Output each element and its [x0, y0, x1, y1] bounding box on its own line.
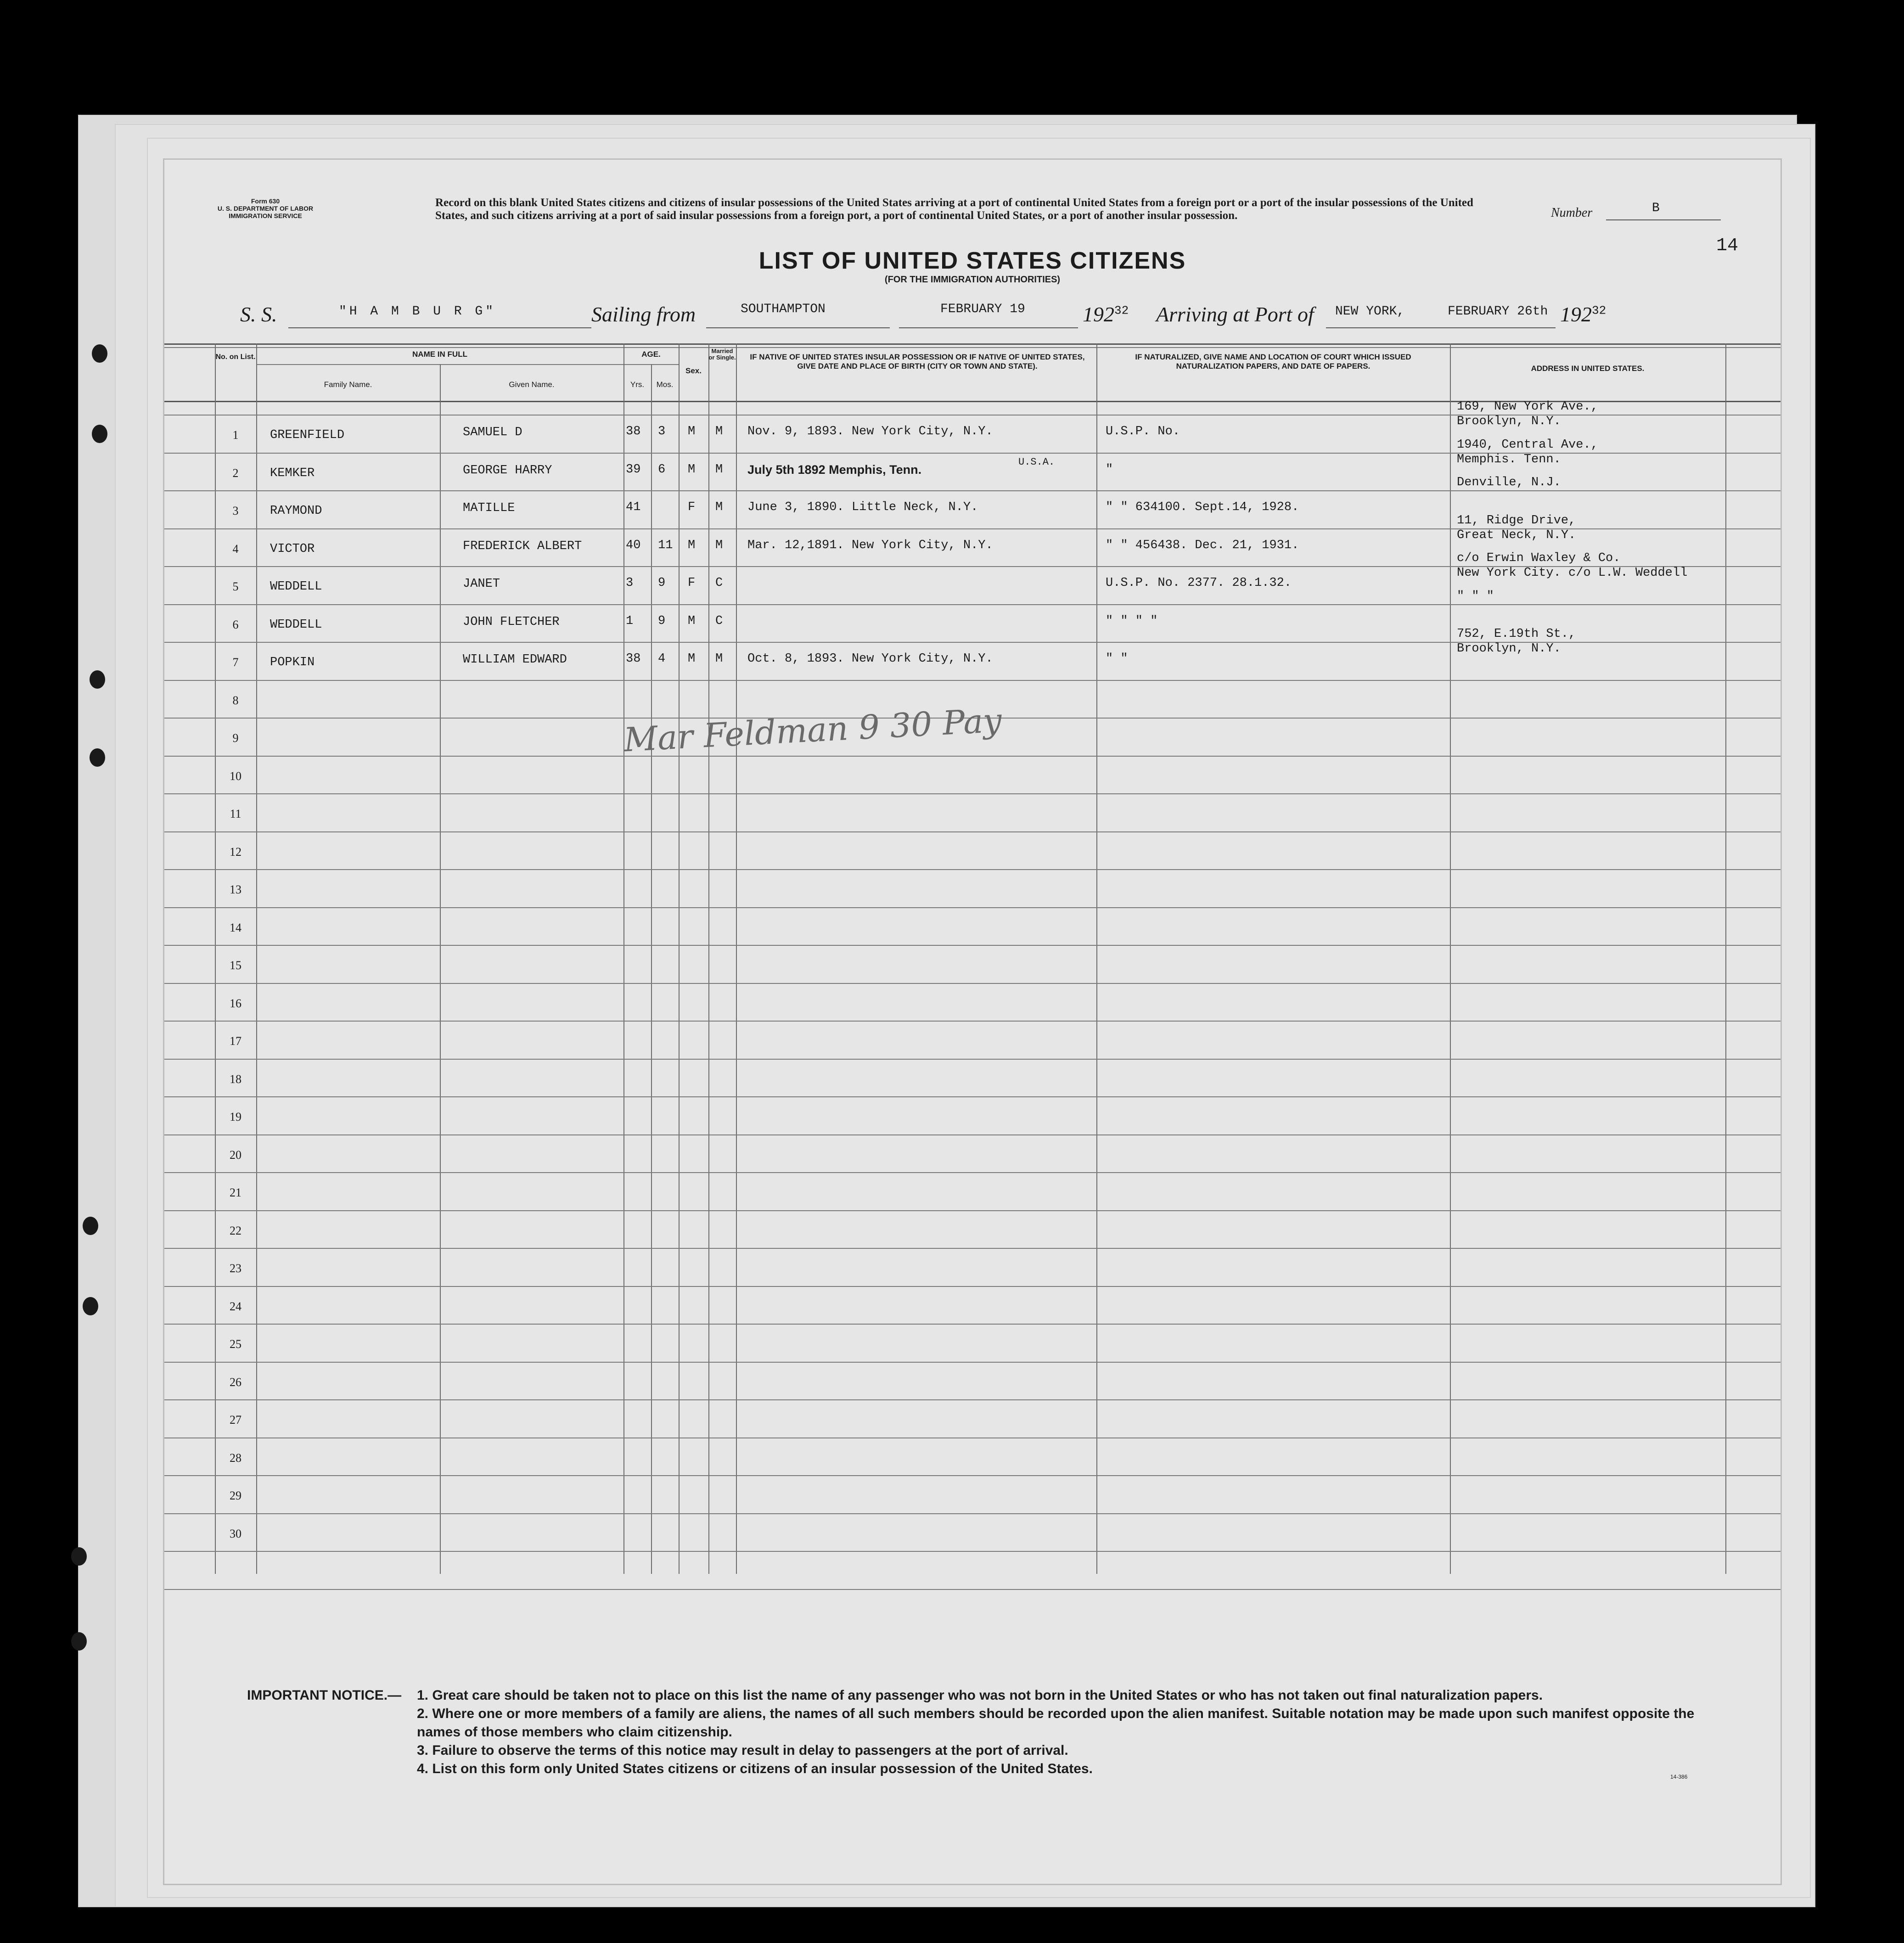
port-to: NEW YORK,: [1335, 304, 1405, 319]
family-name-cell: VICTOR: [270, 542, 315, 556]
address-line-1-cell: 11, Ridge Drive,: [1457, 513, 1576, 528]
row-number: 26: [230, 1375, 242, 1389]
age-years-cell: 1: [626, 614, 634, 628]
age-years-cell: 38: [626, 652, 641, 666]
row-line: [164, 1513, 1780, 1514]
address-line-1-cell: 169, New York Ave.,: [1457, 400, 1598, 414]
col-header-yrs: Yrs.: [630, 380, 645, 389]
row-number: 2: [232, 466, 239, 480]
row-number: 10: [230, 769, 242, 783]
naturalized-cell: " " " ": [1106, 614, 1158, 628]
family-name-cell: GREENFIELD: [270, 428, 345, 442]
col-header-birth: IF NATIVE OF UNITED STATES INSULAR POSSESSION OR IF NATIVE OF UNITED STATES, GIVE DATE AND PLACE OF BIRTH (CITY OR TOWN AND STATE).: [750, 353, 1085, 371]
row-number: 18: [230, 1072, 242, 1086]
birth-cell: Nov. 9, 1893. New York City, N.Y.: [747, 425, 993, 438]
given-name-cell: JANET: [463, 577, 500, 591]
page-subtitle: (FOR THE IMMIGRATION AUTHORITIES): [884, 275, 1061, 285]
row-number: 24: [230, 1299, 242, 1313]
sex-cell: F: [688, 500, 696, 514]
family-name-cell: WEDDELL: [270, 580, 322, 594]
row-number: 13: [230, 883, 242, 896]
address-line-2-cell: Brooklyn, N.Y.: [1457, 642, 1561, 656]
col-header-given: Given Name.: [509, 380, 555, 389]
binder-hole: [92, 344, 107, 363]
marital-status-cell: M: [715, 500, 723, 514]
row-line: [164, 1324, 1780, 1325]
address-line-1-cell: c/o Erwin Waxley & Co.: [1457, 551, 1621, 565]
sex-cell: M: [688, 538, 696, 552]
row-line: [164, 1134, 1780, 1135]
row-line: [164, 490, 1780, 491]
marital-status-cell: M: [715, 462, 723, 477]
row-number: 1: [232, 428, 239, 442]
arriving-label: Arriving at Port of: [1156, 303, 1314, 326]
page-number: 14: [1716, 236, 1739, 256]
footer-code: 14-386: [1670, 1774, 1688, 1780]
row-number: 23: [230, 1262, 242, 1275]
age-years-cell: 38: [626, 425, 641, 438]
age-months-cell: 3: [658, 425, 666, 438]
col-header-family: Family Name.: [324, 380, 372, 389]
binder-hole: [90, 670, 105, 689]
row-line: [164, 907, 1780, 908]
ship-name: "H A M B U R G": [339, 304, 496, 319]
notice-heading: IMPORTANT NOTICE.—: [247, 1688, 402, 1703]
row-number: 29: [230, 1489, 242, 1502]
handwritten-note: Mar Feldman 9 30 Pay: [623, 701, 1003, 759]
naturalized-cell: " ": [1106, 652, 1128, 666]
birth-cell: Mar. 12,1891. New York City, N.Y.: [747, 538, 993, 552]
binder-hole: [92, 425, 107, 443]
sailing-label: Sailing from: [591, 303, 696, 326]
given-name-cell: SAMUEL D: [463, 426, 522, 439]
row-line: [164, 831, 1780, 832]
row-number: 14: [230, 921, 242, 934]
row-line: [164, 793, 1780, 794]
row-line: [164, 1362, 1780, 1363]
row-number: 21: [230, 1186, 242, 1199]
age-months-cell: 9: [658, 614, 666, 628]
row-line: [164, 1059, 1780, 1060]
row-line: [164, 1286, 1780, 1287]
binder-hole: [71, 1632, 87, 1651]
page-title: LIST OF UNITED STATES CITIZENS: [758, 247, 1186, 274]
naturalized-cell: U.S.P. No. 2377. 28.1.32.: [1106, 576, 1292, 590]
sail-date: FEBRUARY 19: [940, 302, 1025, 316]
age-months-cell: 9: [658, 576, 666, 590]
row-line: [164, 1475, 1780, 1476]
marital-status-cell: M: [715, 425, 723, 438]
number-label: Number: [1551, 206, 1593, 220]
birth-cell: July 5th 1892 Memphis, Tenn.: [747, 462, 922, 477]
sex-cell: M: [688, 425, 696, 438]
notice-item-4: 4. List on this form only United States citizens or citizens of an insular possession of the United States.: [417, 1761, 1093, 1776]
ss-label: S. S.: [240, 303, 277, 326]
given-name-cell: GEORGE HARRY: [463, 463, 552, 477]
sex-cell: M: [688, 614, 696, 628]
notice-item-2: 2. Where one or more members of a family are aliens, the names of all such members should be recorded upon the alien manifest. Suitable notation may be made upon such manifest opposite the names of those members who claim citizenship.: [417, 1706, 1695, 1740]
notice-item-1: 1. Great care should be taken not to place on this list the name of any passenger who was not born in the United States or who has not taken out final naturalization papers.: [417, 1688, 1543, 1703]
binder-hole: [90, 748, 105, 767]
address-line-1-cell: " " ": [1457, 589, 1494, 603]
binder-hole: [71, 1547, 87, 1566]
sex-cell: M: [688, 462, 696, 477]
family-name-cell: WEDDELL: [270, 618, 322, 632]
birth-cell: June 3, 1890. Little Neck, N.Y.: [747, 500, 978, 514]
number-value: B: [1652, 201, 1660, 215]
row-line: [164, 1021, 1780, 1022]
row-line: [164, 945, 1780, 946]
row-number: 5: [232, 580, 239, 593]
notice-item-3: 3. Failure to observe the terms of this notice may result in delay to passengers at the port of arrival.: [417, 1743, 1068, 1758]
row-number: 19: [230, 1110, 242, 1123]
department-name: U. S. DEPARTMENT OF LABOR: [217, 205, 314, 212]
instruction-text: Record on this blank United States citizens and citizens of insular possessions of the United States arriving at a port of continental United States from a foreign port or a port of the insular possessions of the United States, and such citizens arriving at a port of said insular possessions from a foreign port, a port of continental United States, or a port of another insular possession.: [435, 197, 1473, 222]
row-line: [164, 1172, 1780, 1173]
sex-cell: M: [688, 652, 696, 666]
given-name-cell: WILLIAM EDWARD: [463, 653, 567, 667]
col-header-married: Married or Single.: [708, 348, 736, 361]
row-number: 25: [230, 1337, 242, 1351]
row-number: 16: [230, 996, 242, 1010]
col-header-mos: Mos.: [656, 380, 674, 389]
row-number: 22: [230, 1224, 242, 1237]
row-number: 28: [230, 1451, 242, 1465]
col-header-name: NAME IN FULL: [412, 350, 467, 359]
naturalized-cell: " " 456438. Dec. 21, 1931.: [1106, 538, 1299, 552]
manifest-sheet: [163, 158, 1782, 1885]
row-number: 30: [230, 1527, 242, 1540]
row-number: 12: [230, 845, 242, 859]
year-suffix-1: 32: [1114, 303, 1129, 318]
given-name-cell: JOHN FLETCHER: [463, 615, 560, 629]
row-number: 27: [230, 1413, 242, 1426]
agency-block: [197, 197, 334, 219]
age-months-cell: 6: [658, 462, 666, 477]
address-line-2-cell: Memphis. Tenn.: [1457, 452, 1561, 466]
given-name-cell: MATILLE: [463, 501, 515, 515]
age-years-cell: 3: [626, 576, 634, 590]
row-number: 8: [232, 693, 239, 707]
family-name-cell: RAYMOND: [270, 504, 322, 518]
row-number: 4: [232, 542, 239, 556]
row-line: [164, 1399, 1780, 1400]
service-name: IMMIGRATION SERVICE: [229, 212, 302, 219]
row-line: [164, 983, 1780, 984]
col-header-naturalized: IF NATURALIZED, GIVE NAME AND LOCATION OF COURT WHICH ISSUED NATURALIZATION PAPERS, AND DATE OF PAPERS.: [1135, 353, 1411, 371]
row-number: 9: [232, 731, 239, 745]
given-name-cell: FREDERICK ALBERT: [463, 539, 582, 553]
passenger-table: [164, 343, 1780, 1652]
age-years-cell: 40: [626, 538, 641, 552]
row-number: 3: [232, 504, 239, 517]
age-months-cell: 4: [658, 652, 666, 666]
family-name-cell: POPKIN: [270, 656, 315, 669]
address-line-1-cell: Denville, N.J.: [1457, 476, 1561, 489]
row-line: [164, 756, 1780, 757]
col-header-age: AGE.: [641, 350, 661, 359]
row-number: 11: [230, 807, 242, 820]
birth-note-cell: U.S.A.: [1018, 456, 1055, 468]
row-number: 17: [230, 1034, 242, 1048]
marital-status-cell: M: [715, 652, 723, 666]
age-months-cell: 11: [658, 538, 673, 552]
address-line-1-cell: 752, E.19th St.,: [1457, 627, 1576, 641]
age-years-cell: 41: [626, 500, 641, 514]
binder-hole: [83, 1297, 98, 1315]
col-header-address: ADDRESS IN UNITED STATES.: [1531, 364, 1645, 373]
row-line: [164, 680, 1780, 681]
row-line: [164, 1589, 1780, 1590]
address-line-2-cell: Brooklyn, N.Y.: [1457, 415, 1561, 428]
row-number: 6: [232, 618, 239, 631]
marital-status-cell: C: [715, 576, 723, 590]
address-line-2-cell: Great Neck, N.Y.: [1457, 528, 1576, 542]
address-line-1-cell: 1940, Central Ave.,: [1457, 438, 1598, 452]
row-line: [164, 869, 1780, 870]
row-line: [164, 1210, 1780, 1211]
naturalized-cell: U.S.P. No.: [1106, 425, 1180, 438]
binder-hole: [83, 1217, 98, 1235]
col-header-sex: Sex.: [685, 366, 702, 375]
col-header-no: No. on List.: [215, 353, 256, 361]
age-years-cell: 39: [626, 462, 641, 477]
naturalized-cell: " " 634100. Sept.14, 1928.: [1106, 500, 1299, 514]
year-prefix-1: 192: [1083, 303, 1114, 326]
row-line: [164, 1096, 1780, 1097]
naturalized-cell: ": [1106, 462, 1113, 477]
row-number: 7: [232, 656, 239, 669]
year-suffix-2: 32: [1592, 303, 1606, 318]
marital-status-cell: C: [715, 614, 723, 628]
sex-cell: F: [688, 576, 696, 590]
family-name-cell: KEMKER: [270, 466, 315, 480]
birth-cell: Oct. 8, 1893. New York City, N.Y.: [747, 652, 993, 666]
form-number: Form 630: [251, 197, 280, 205]
port-from: SOUTHAMPTON: [741, 302, 826, 316]
year-prefix-2: 192: [1560, 303, 1592, 326]
marital-status-cell: M: [715, 538, 723, 552]
row-number: 20: [230, 1148, 242, 1162]
row-line: [164, 604, 1780, 605]
row-line: [164, 1551, 1780, 1552]
row-number: 15: [230, 959, 242, 972]
row-line: [164, 1248, 1780, 1249]
arrive-date: FEBRUARY 26th: [1448, 304, 1548, 319]
address-line-2-cell: New York City. c/o L.W. Weddell: [1457, 566, 1688, 580]
